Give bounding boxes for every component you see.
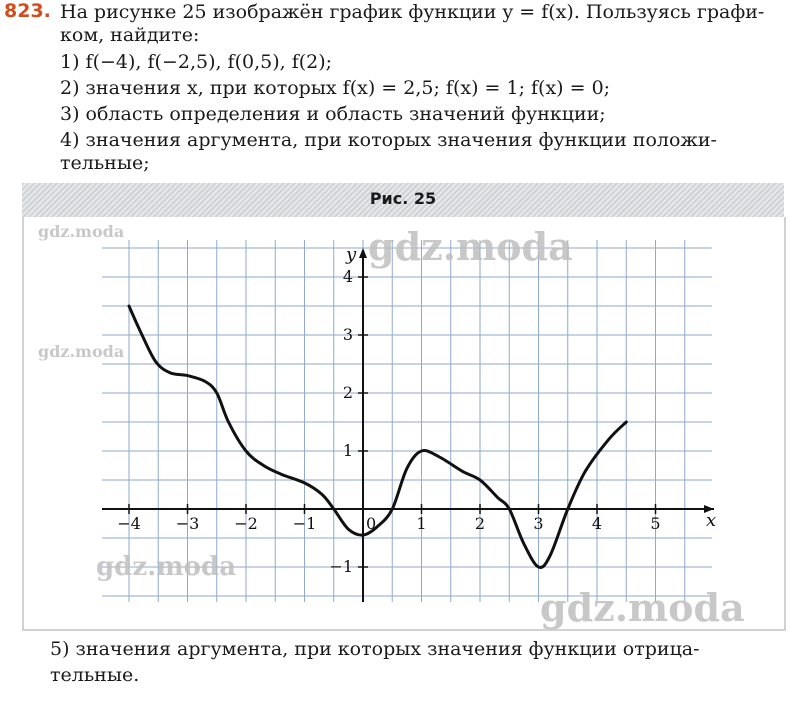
- watermark-small-1: gdz.moda: [38, 222, 125, 241]
- problem-number: 823.: [4, 0, 51, 22]
- watermark-large-1: gdz.moda: [368, 224, 573, 269]
- x-tick-label: 2: [474, 514, 486, 533]
- x-tick-label: −3: [175, 514, 200, 533]
- problem-item-1: 1) f(−4), f(−2,5), f(0,5), f(2);: [60, 51, 333, 73]
- x-axis-label: x: [706, 510, 717, 531]
- problem-item-4: 4) значения аргумента, при которых значения функции положи-: [60, 129, 717, 151]
- problem-item-2: 2) значения x, при которых f(x) = 2,5; f(x) = 1; f(x) = 0;: [60, 77, 611, 99]
- origin-label: 0: [366, 514, 377, 533]
- function-curve: [129, 306, 626, 567]
- x-tick-label: −4: [117, 514, 141, 533]
- y-tick-label: 2: [342, 383, 353, 402]
- y-axis-arrow: [359, 248, 367, 258]
- problem-item-5-cont: тельные.: [50, 664, 140, 686]
- watermark-large-3: gdz.moda: [540, 585, 745, 630]
- y-tick-label: 1: [342, 441, 353, 460]
- problem-item-3: 3) область определения и область значений функции;: [60, 103, 606, 125]
- watermark-large-2: gdz.moda: [96, 552, 237, 582]
- y-tick-label: 4: [342, 267, 353, 286]
- y-tick-label: 3: [342, 325, 353, 344]
- y-axis-label: y: [346, 244, 357, 265]
- x-tick-label: −1: [292, 514, 317, 533]
- x-tick-label: −2: [234, 514, 258, 533]
- problem-line-2: ком, найдите:: [60, 24, 200, 46]
- x-tick-label: 5: [650, 514, 661, 533]
- problem-item-5: 5) значения аргумента, при которых значения функции отрица-: [50, 638, 700, 660]
- problem-line-1: На рисунке 25 изображён график функции y = f(x). Пользуясь графи-: [60, 1, 765, 23]
- x-tick-label: 3: [533, 514, 544, 533]
- y-tick-label: −1: [329, 557, 353, 576]
- watermark-small-2: gdz.moda: [38, 342, 125, 361]
- x-tick-label: 4: [591, 514, 603, 533]
- problem-item-4-cont: тельные;: [60, 152, 150, 174]
- figure-title: Рис. 25: [369, 189, 437, 208]
- x-tick-label: 1: [416, 514, 427, 533]
